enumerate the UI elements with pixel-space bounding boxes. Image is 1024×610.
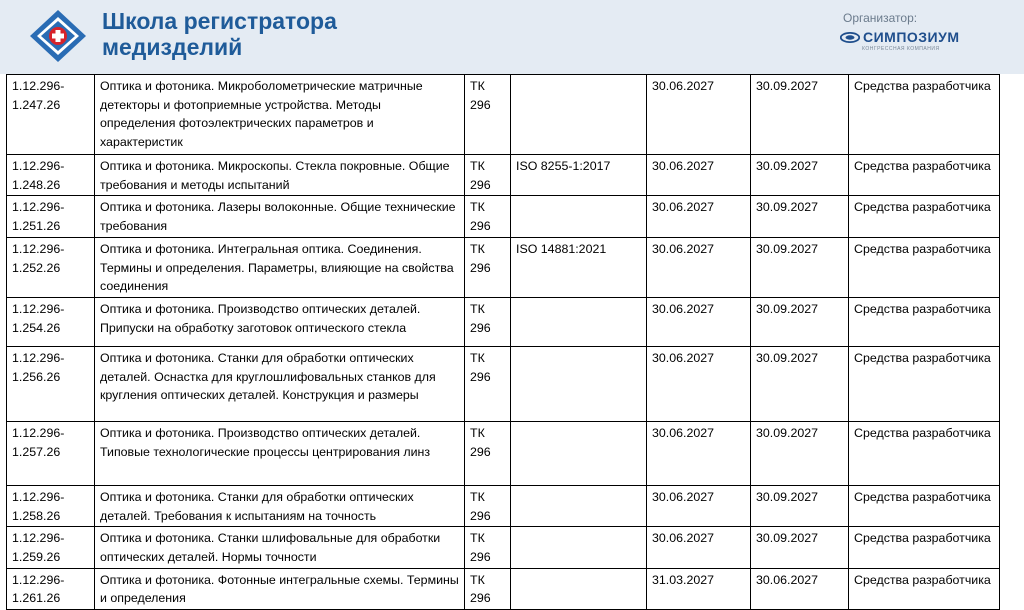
iso-reference-cell [511,421,647,485]
iso-reference-cell: ISO 14881:2021 [511,237,647,297]
code-cell: 1.12.296- 1.256.26 [7,346,95,421]
deadline-1-cell: 30.06.2027 [647,527,751,568]
table-row [7,297,1000,346]
code-cell: 1.12.296- 1.257.26 [7,421,95,485]
table-row [7,485,1000,526]
iso-reference-cell [511,196,647,237]
organizer-subtitle: КОНГРЕССНАЯ КОМПАНИЯ [862,46,940,52]
title-cell: Оптика и фотоника. Фотонные интегральные схемы. Термины и определения [95,568,465,609]
code-cell: 1.12.296- 1.248.26 [7,155,95,196]
title-cell: Оптика и фотоника. Интегральная оптика. Соединения. Термины и определения. Параметры, влияющие на свойства соединения [95,237,465,297]
deadline-2-cell: 30.09.2027 [751,527,849,568]
funding-source-cell: Средства разработчика [849,155,1000,196]
organizer-label: Организатор: [843,11,918,25]
deadline-2-cell: 30.09.2027 [751,421,849,485]
committee-cell: ТК 296 [465,346,511,421]
title-cell: Оптика и фотоника. Лазеры волоконные. Общие технические требования [95,196,465,237]
funding-source-cell: Средства разработчика [849,346,1000,421]
table-row [7,155,1000,196]
title-cell: Оптика и фотоника. Микроболометрические матричные детекторы и фотоприемные устройства. Методы определения фотоэлектрических параметров и характеристик [95,75,465,155]
iso-reference-cell [511,485,647,526]
committee-cell: ТК 296 [465,237,511,297]
code-cell: 1.12.296- 1.259.26 [7,527,95,568]
standards-table [6,74,1000,610]
title-cell: Оптика и фотоника. Производство оптических деталей. Припуски на обработку заготовок оптического стекла [95,297,465,346]
deadline-2-cell: 30.09.2027 [751,75,849,155]
funding-source-cell: Средства разработчика [849,568,1000,609]
organizer-name: СИМПОЗИУМ [863,29,960,45]
table-row [7,75,1000,155]
deadline-2-cell: 30.09.2027 [751,346,849,421]
committee-cell: ТК 296 [465,527,511,568]
funding-source-cell: Средства разработчика [849,485,1000,526]
iso-reference-cell [511,568,647,609]
deadline-2-cell: 30.09.2027 [751,237,849,297]
title-cell: Оптика и фотоника. Станки для обработки оптических деталей. Требования к испытаниям на точность [95,485,465,526]
title-line-2: медизделий [102,34,243,60]
table-row [7,527,1000,568]
funding-source-cell: Средства разработчика [849,421,1000,485]
funding-source-cell: Средства разработчика [849,237,1000,297]
deadline-1-cell: 30.06.2027 [647,297,751,346]
committee-cell: ТК 296 [465,568,511,609]
funding-source-cell: Средства разработчика [849,297,1000,346]
iso-reference-cell [511,527,647,568]
deadline-2-cell: 30.09.2027 [751,297,849,346]
deadline-1-cell: 30.06.2027 [647,485,751,526]
code-cell: 1.12.296- 1.261.26 [7,568,95,609]
deadline-1-cell: 30.06.2027 [647,75,751,155]
deadline-1-cell: 30.06.2027 [647,155,751,196]
iso-reference-cell [511,346,647,421]
table-row [7,237,1000,297]
deadline-1-cell: 31.03.2027 [647,568,751,609]
table-row [7,421,1000,485]
committee-cell: ТК 296 [465,421,511,485]
funding-source-cell: Средства разработчика [849,75,1000,155]
medical-cross-logo-icon [28,8,88,64]
committee-cell: ТК 296 [465,75,511,155]
title-cell: Оптика и фотоника. Станки для обработки оптических деталей. Оснастка для круглошлифовальных станков для кругления оптических деталей. Конструкция и размеры [95,346,465,421]
title-line-1: Школа регистратора [102,8,337,34]
code-cell: 1.12.296- 1.254.26 [7,297,95,346]
iso-reference-cell [511,75,647,155]
title-cell: Оптика и фотоника. Производство оптических деталей. Типовые технологические процессы центрирования линз [95,421,465,485]
committee-cell: ТК 296 [465,297,511,346]
table-row [7,196,1000,237]
deadline-1-cell: 30.06.2027 [647,346,751,421]
code-cell: 1.12.296- 1.252.26 [7,237,95,297]
page-title [102,8,337,60]
deadline-2-cell: 30.09.2027 [751,485,849,526]
title-cell: Оптика и фотоника. Станки шлифовальные для обработки оптических деталей. Нормы точности [95,527,465,568]
code-cell: 1.12.296- 1.258.26 [7,485,95,526]
iso-reference-cell [511,297,647,346]
deadline-2-cell: 30.09.2027 [751,196,849,237]
symposium-logo-icon [840,32,860,43]
funding-source-cell: Средства разработчика [849,196,1000,237]
table-row [7,568,1000,609]
organizer-logo [840,30,960,44]
deadline-1-cell: 30.06.2027 [647,196,751,237]
code-cell: 1.12.296- 1.247.26 [7,75,95,155]
deadline-1-cell: 30.06.2027 [647,421,751,485]
committee-cell: ТК 296 [465,196,511,237]
deadline-2-cell: 30.06.2027 [751,568,849,609]
title-cell: Оптика и фотоника. Микроскопы. Стекла покровные. Общие требования и методы испытаний [95,155,465,196]
table-row [7,346,1000,421]
deadline-2-cell: 30.09.2027 [751,155,849,196]
committee-cell: ТК 296 [465,485,511,526]
page-header [0,0,1024,74]
code-cell: 1.12.296- 1.251.26 [7,196,95,237]
funding-source-cell: Средства разработчика [849,527,1000,568]
committee-cell: ТК 296 [465,155,511,196]
iso-reference-cell: ISO 8255-1:2017 [511,155,647,196]
deadline-1-cell: 30.06.2027 [647,237,751,297]
